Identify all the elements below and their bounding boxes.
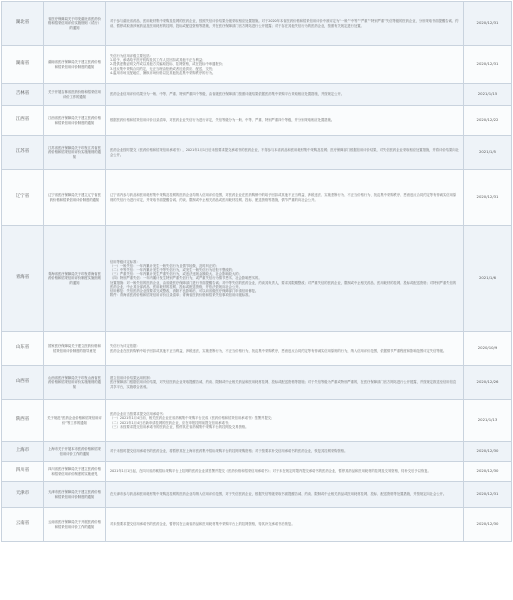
- policy-content-line: 医药企业信用评价结果分为一般、中等、严重、特别严重四个等级，由省级医疗保障部门按照评级结果依据医药集中采购平台采取相应处置措施，并按规定公开。: [110, 92, 345, 97]
- publish-date-cell: 2020/12/31: [464, 2, 512, 46]
- publish-date-cell: 2021/1/6: [464, 226, 512, 332]
- policy-content-line: 辽宁省内参与药品和医用耗材集中采购及挂网的医药企业均纳入信用评价范围，对医药企业在医药购销中的给予回扣或其他不正当利益、涉税违法、实施垄断行为、不正当价格行为、扰乱集中采购秩序、恶意违反合同约定等有悖诚实信用原则的失信行为进行评定，并采取书面提醒告诫、约谈、限制或中止相关药品或医用耗材挂网、投标、配送资格等措施，情节严重的向社会公开。: [110, 193, 457, 202]
- policy-content-line: 信用等级评定标准：: [110, 260, 140, 265]
- province-cell: 湖南省: [2, 46, 44, 84]
- table-row: [2, 106, 512, 136]
- policy-title-cell: 辽宁省医疗保障局关于建立辽宁省医药价格和招采信用评价制度的通知: [44, 170, 106, 226]
- policy-title-cell: 天津市医疗保障局关于建立医药价格和招采信用评价制度的通知: [44, 482, 106, 508]
- policy-title-cell: 省医疗保障局关于印发湖北省医药价格和招采信用评价实施细则（试行）的通知: [44, 2, 106, 46]
- publish-date-cell: 2020/12/22: [464, 106, 512, 136]
- province-cell: 辽宁省: [2, 170, 44, 226]
- table-row: [2, 400, 512, 442]
- policy-content-line: 1.给予、承诺给予医疗机构及其工作人员回扣或其他不正当利益；: [110, 58, 206, 63]
- policy-content-line: （二）中等失信：一年内累计发生中等失信行为，或发生一般失信行为后拒不整改的；: [110, 268, 236, 273]
- policy-content-line: 3.违反集中采购合同约定，无正当理由拒绝或者迟延供应、配送、交货；: [110, 66, 216, 71]
- policy-content-line: 信用修复：失信医药企业按要求完成整改，消除不良影响后，可以向省级医疗保障部门申请信用修复。: [110, 288, 259, 293]
- province-cell: 云南省: [2, 508, 44, 542]
- province-cell: 江苏省: [2, 136, 44, 170]
- policy-content-line: 对于未按时提交信用承诺书的医药企业，将暂停其在上海市医药集中招标采购平台的挂网采购资格；对于按要求补交信用承诺书的医药企业，恢复其挂网采购资格。: [110, 449, 348, 454]
- policy-content-cell: [106, 508, 464, 542]
- policy-content-line: 2021年1月1日起，在四川省药械招标采购平台上挂网的医药企业须签署并提交《医药价格和招采信用承诺书》；对于未在规定时限内提交承诺书的医药企业，暂停其药品和医用耗材的挂网及交易资格，待补交后予以恢复。: [110, 469, 431, 474]
- policy-title-cell: 四川省医疗保障局关于建立医药价格和招采信用评价制度的实施意见: [44, 462, 106, 482]
- policy-content-line: （三）严重失信：一年内累计发生严重失信行为，或违法违规金额较大、社会影响较大的；: [110, 272, 242, 277]
- publish-date-cell: 2020/12/31: [464, 170, 512, 226]
- table-row: [2, 170, 512, 226]
- policy-content-line: 医药企业应当按要求提交信用承诺书：: [110, 412, 167, 417]
- policy-content-cell: [106, 170, 464, 226]
- policy-content-cell: [106, 400, 464, 442]
- policy-title-cell: 山西省医疗保障局关于印发山西省医药价格和招采信用评价实施细则的通知: [44, 366, 106, 400]
- policy-content-line: 处置措施：对一般失信的医药企业，由省级医疗保障部门进行书面提醒告诫；对中等失信的医药企业，约谈其负责人，要求其限期整改；对严重失信的医药企业，限制或中止相关药品、医用耗材的挂网、投标或配送资格；对特别严重失信的医药企业，中止其全部药品、医用耗材的挂网、投标或配送资格，并依法依规向社会公开。: [110, 280, 457, 289]
- policy-title-cell: 关于规范“医药企业价格和招采信用评价”等工作的通知: [44, 400, 106, 442]
- policy-content-cell: [106, 136, 464, 170]
- policy-title-cell: 云南省医疗保障局关于开展医药价格和招采信用评价工作的通知: [44, 508, 106, 542]
- province-cell: 青海省: [2, 226, 44, 332]
- table-row: [2, 462, 512, 482]
- policy-title-cell: 上海市关于开展本市医药价格和招采信用评价工作的通知: [44, 442, 106, 462]
- policy-title-cell: 关于开展吉林省医药价格和招采信用评价工作的通知: [44, 84, 106, 106]
- publish-date-cell: 2021/1/5: [464, 136, 512, 170]
- policy-content-cell: [106, 442, 464, 462]
- policy-content-line: 医疗保障部门根据信用评价结果，对失信医药企业采取提醒告诫、约谈、限制或中止相关药品和医用耗材挂网、投标或配送资格等措施；对于失信等级为严重或特别严重的，在医疗保障部门官方网站进行公开披露，并按规定推送至信用信息共享平台，实施联合惩戒。: [110, 380, 457, 389]
- policy-content-cell: [106, 46, 464, 84]
- table-row: [2, 442, 512, 462]
- table-row: [2, 46, 512, 84]
- policy-content-line: 在天津市参与药品和医用耗材集中采购及挂网的医药企业均纳入信用评价范围，对于失信医药企业，根据失信等级采取书面提醒告诫、约谈、限制或中止相关药品或医用耗材挂网、投标、配送资格等处置措施，并按规定向社会公开。: [110, 492, 447, 497]
- table-row: [2, 84, 512, 106]
- province-cell: 湖北省: [2, 2, 44, 46]
- policy-content-line: （二）2021年1月4日后新申请挂网的医药企业，应在申报挂网前提交信用承诺书；: [110, 420, 232, 425]
- publish-date-cell: 2020/12/31: [464, 482, 512, 508]
- policy-content-line: （一）一般失信：一年内累计发生一般失信行为且情节轻微，及时纠正的；: [110, 264, 219, 269]
- policy-content-line: （四）特别严重失信：一年内累计发生特别严重失信行为，或严重失信行为情节恶劣、社会影响恶劣的。: [110, 276, 262, 281]
- policy-content-line: 失信行为信用评级主要包括：: [110, 54, 153, 59]
- policy-content-cell: [106, 106, 464, 136]
- policy-content-cell: [106, 482, 464, 508]
- policy-content-line: （三）未按要求提交信用承诺书的医药企业，暂停其在省药械集中采购平台的挂网及交易资格。: [110, 424, 249, 429]
- policy-content-line: 2.提供虚假证明文件或以其他方式骗取投标、挂网资格，或在投标中串通报价；: [110, 62, 226, 67]
- province-cell: 陕西省: [2, 400, 44, 442]
- publish-date-cell: 2020/12/30: [464, 462, 512, 482]
- policy-content-line: 对未按要求提交信用承诺书的医药企业，暂停其在云南省药品和医用耗材集中采购平台上的挂网资格，待其补交承诺书后恢复。: [110, 522, 295, 527]
- province-cell: 天津市: [2, 482, 44, 508]
- policy-content-line: 根据医药价格和招采信用评价目录清单，对医药企业失信行为进行评定，失信等级分为一般、中等、严重、特别严重四个等级，并分别采取相应处置措施。: [110, 118, 335, 123]
- policy-title-cell: 江西省医疗保障局关于建立医药价格和招采信用评价制度的通知: [44, 106, 106, 136]
- province-cell: 四川省: [2, 462, 44, 482]
- province-cell: 山西省: [2, 366, 44, 400]
- policy-content-line: 附件：青海省医药价格和招采信用评价目录清单；青海省医药价格和招采失信事项信用评级标准。: [110, 292, 252, 297]
- policy-content-line: 医药企业按时提交《医药价格和招采信用承诺书》，2021年1月1日后未按要求提交承诺书的医药企业，不得参与本省药品和医用耗材集中采购及挂网；医疗保障部门根据信用评价结果，对失信医药企业采取相应处置措施，并将评价结果向社会公开。: [110, 148, 459, 157]
- publish-date-cell: 2020/12/30: [464, 508, 512, 542]
- policy-content-cell: [106, 84, 464, 106]
- publish-date-cell: 2021/1/13: [464, 400, 512, 442]
- policy-content-cell: [106, 332, 464, 366]
- policy-content-line: 建立信用评价结果运用机制：: [110, 376, 153, 381]
- province-cell: 吉林省: [2, 84, 44, 106]
- publish-date-cell: 2020/10/9: [464, 332, 512, 366]
- policy-content-cell: [106, 366, 464, 400]
- policy-title-cell: 国家医疗保障局关于建立医药价格和招采信用评价制度的指导意见: [44, 332, 106, 366]
- policy-content-line: 对于参与湖北省药品、医用耗材集中采购及挂网的医药企业，按照失信评价结果分级采取相应处置措施。对于2020年本省医药价格和招采信用评价中被评定为“一般”“中等”“严重”“特别严重”失信等级的医药企业，分别采取书面提醒告诫、约谈、暂停或取消涉案药品及医用耗材的挂网、投标或配送资格等措施，并在医疗保障部门官方网站进行公开披露；对于存在其他失信行为的医药企业，按照有关规定进行处置。: [110, 19, 459, 28]
- policy-content-cell: [106, 2, 464, 46]
- policy-content-line: 医药企业在医药购销中给予回扣或其他不正当利益，涉税违法，实施垄断行为，不正当价格行为，扰乱集中采购秩序，恶意违反合同约定等有悖诚实信用原则的行为，纳入信用评价范围，依据情节严重程度和影响范围评定失信等级。: [110, 348, 447, 353]
- policy-table: [1, 1, 512, 542]
- publish-date-cell: 2020/12/26: [464, 366, 512, 400]
- table-row: [2, 136, 512, 170]
- policy-content-line: （一）2021年1月4日前，相关医药企业在省药械集中采购平台完成《医药价格和招采信用承诺书》签署并提交；: [110, 416, 275, 421]
- table-row: [2, 332, 512, 366]
- publish-date-cell: 2021/1/15: [464, 84, 512, 106]
- policy-title-cell: 青海省医疗保障局关于印发青海省医药价格和招采信用评价制度实施细则的通知: [44, 226, 106, 332]
- publish-date-cell: 2020/12/30: [464, 442, 512, 462]
- publish-date-cell: 2020/12/31: [464, 46, 512, 84]
- policy-title-cell: 江苏省医疗保障局关于印发江苏省医药价格和招采信用评价实施细则的通知: [44, 136, 106, 170]
- policy-content-line: 4.滥用市场支配地位、操纵市场价格以及其他扰乱集中采购秩序的行为。: [110, 70, 216, 75]
- province-cell: 江西省: [2, 106, 44, 136]
- table-row: [2, 366, 512, 400]
- table-row: [2, 226, 512, 332]
- province-cell: 山东省: [2, 332, 44, 366]
- table-row: [2, 2, 512, 46]
- policy-content-cell: [106, 462, 464, 482]
- table-row: [2, 508, 512, 542]
- policy-title-cell: 湖南省医疗保障局关于建立医药价格和招采信用评价制度的通知: [44, 46, 106, 84]
- province-cell: 上海市: [2, 442, 44, 462]
- policy-content-line: 失信行为评定依据：: [110, 344, 140, 349]
- policy-content-cell: [106, 226, 464, 332]
- table-row: [2, 482, 512, 508]
